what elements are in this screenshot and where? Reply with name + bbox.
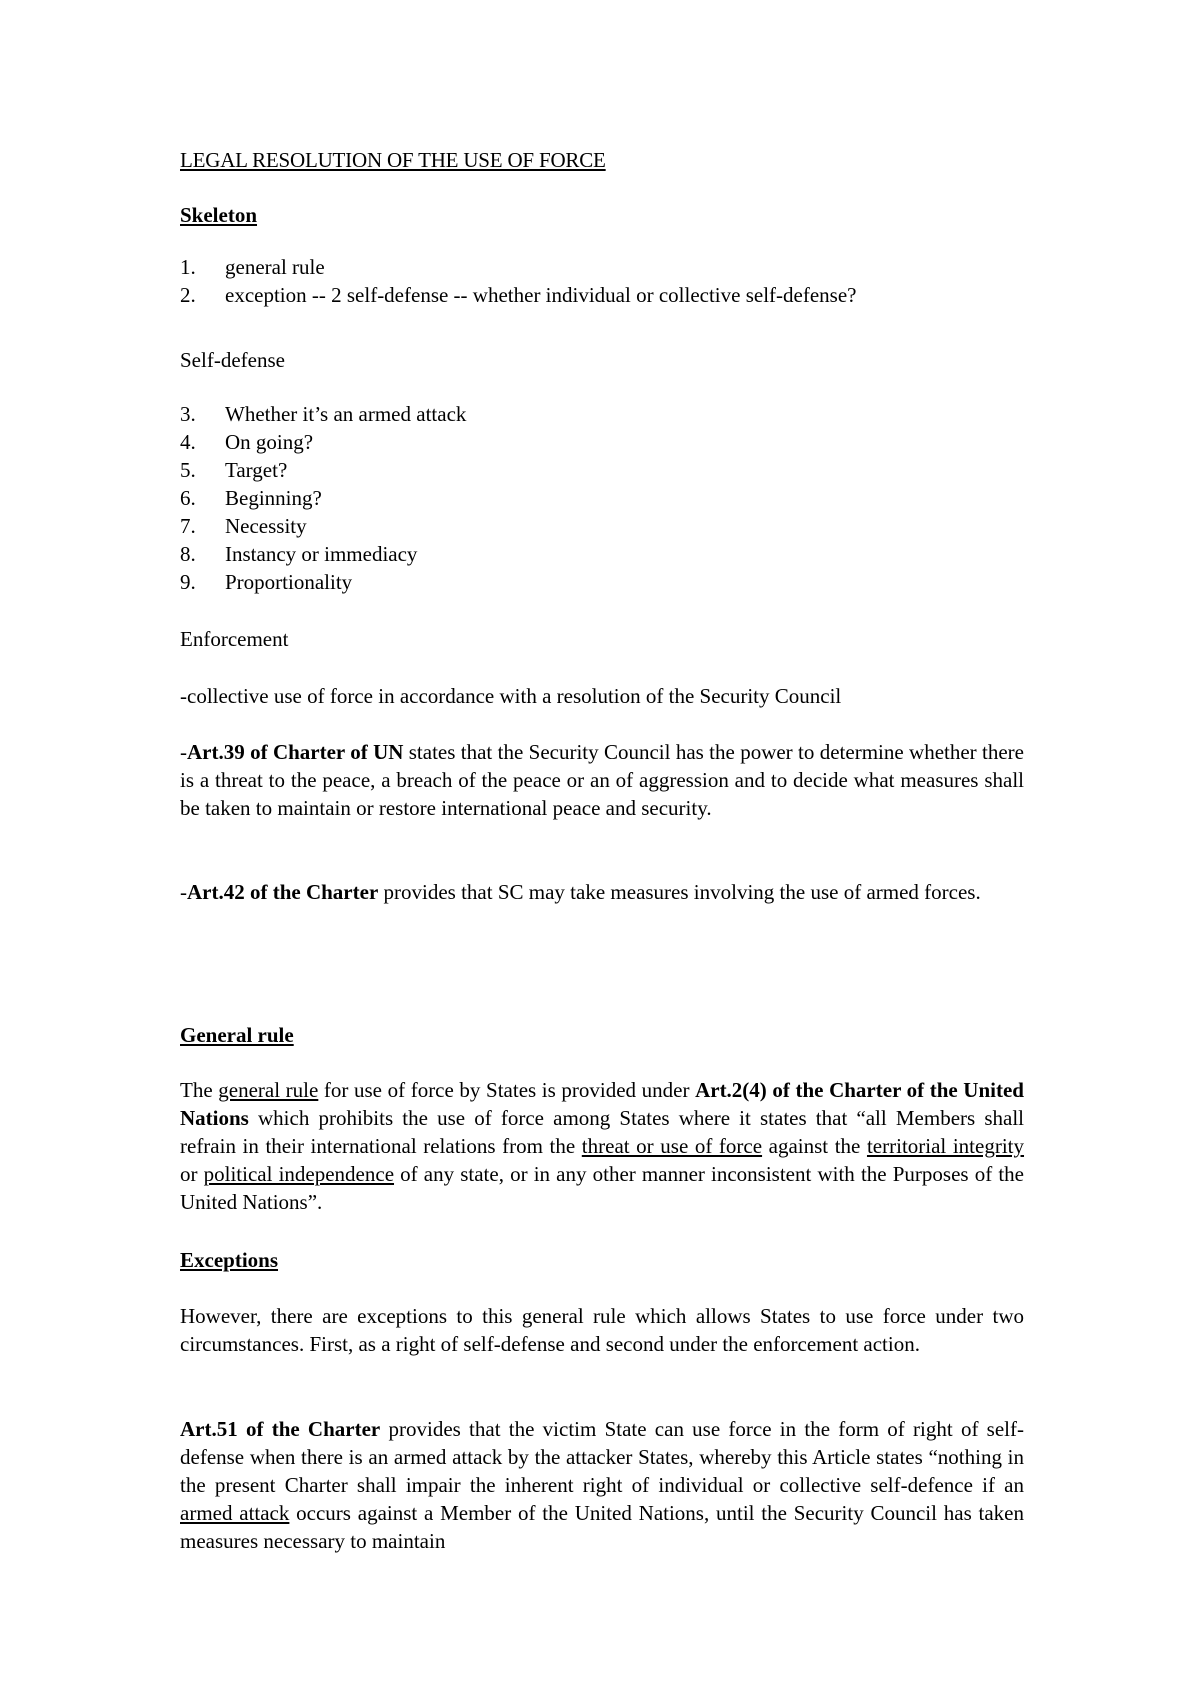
enforcement-paragraph-3: -Art.42 of the Charter provides that SC may take measures involving the use of armed forces. xyxy=(180,880,981,904)
skeleton-heading: Skeleton xyxy=(180,203,258,227)
list-item: 3. Whether it’s an armed attack xyxy=(180,402,467,426)
enforcement-heading: Enforcement xyxy=(180,627,289,651)
document-title: LEGAL RESOLUTION OF THE USE OF FORCE xyxy=(180,148,606,172)
self-defense-list xyxy=(180,400,466,596)
article-reference: Art.51 of the Charter xyxy=(180,1417,381,1441)
exceptions-paragraph-1: However, there are exceptions to this general rule which allows States to use force under two circumstances. First, as a right of self-defense and second under the enforcement action. xyxy=(180,1304,1024,1356)
list-item: 9. Proportionality xyxy=(180,570,353,594)
exceptions-heading: Exceptions xyxy=(180,1248,279,1272)
list-item: 1. general rule xyxy=(180,255,325,279)
list-item: 6. Beginning? xyxy=(180,486,322,510)
list-item: 4. On going? xyxy=(180,430,314,454)
skeleton-list xyxy=(180,253,856,309)
article-reference: Art.2(4) of the Charter of the United Nations xyxy=(180,1078,1024,1130)
article-reference: Art.39 of Charter of UN xyxy=(187,740,404,764)
list-item: 5. Target? xyxy=(180,458,288,482)
enforcement-paragraph-1: -collective use of force in accordance with a resolution of the Security Council xyxy=(180,684,842,708)
exceptions-paragraph-2: Art.51 of the Charter provides that the victim State can use force in the form of right of self-defense when there is an armed attack by the attacker States, whereby this Article states “nothing in the present Charter shall impair the inherent right of individual or collective self-defence if an armed attack occurs against a Member of the United Nations, until the Security Council has taken measures necessary to maintain xyxy=(180,1417,1024,1553)
enforcement-paragraph-2: -Art.39 of Charter of UN states that the Security Council has the power to determine whether there is a threat to the peace, a breach of the peace or an of aggression and to decide what measures shall be taken to maintain or restore international peace and security. xyxy=(180,740,1025,820)
general-rule-paragraph: The general rule for use of force by States is provided under Art.2(4) of the Charter of the United Nations which prohibits the use of force among States where it states that “all Members shall refrain in their international relations from the threat or use of force against the territorial integrity or political independence of any state, or in any other manner inconsistent with the Purposes of the United Nations”. xyxy=(180,1078,1025,1214)
list-item: 7. Necessity xyxy=(180,514,307,538)
article-reference: Art.42 of the Charter xyxy=(187,880,379,904)
list-item: 2. exception -- 2 self-defense -- whether individual or collective self-defense? xyxy=(180,283,857,307)
list-item: 8. Instancy or immediacy xyxy=(180,542,418,566)
self-defense-heading: Self-defense xyxy=(180,348,285,372)
general-rule-heading: General rule xyxy=(180,1023,294,1047)
